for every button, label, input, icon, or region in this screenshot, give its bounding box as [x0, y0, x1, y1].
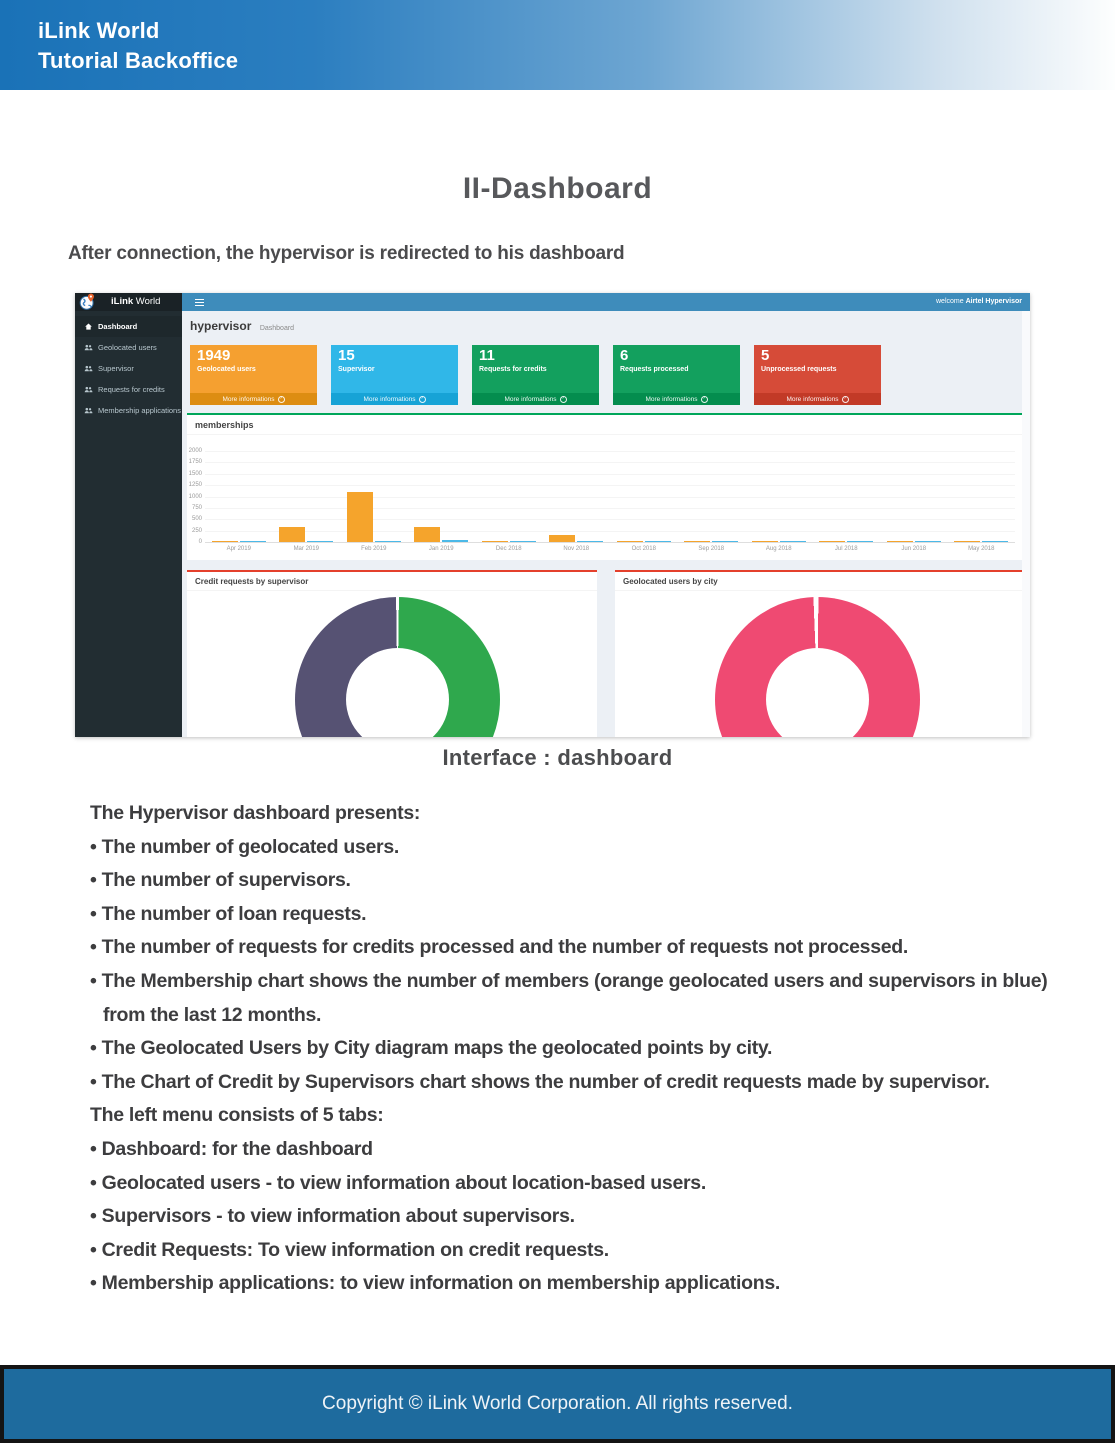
memberships-x-axis: [205, 546, 1015, 552]
stat-cards: [190, 345, 881, 405]
arrow-circle-right-icon: ›: [842, 396, 849, 403]
more-informations-label: More informations: [222, 395, 275, 403]
ilink-globe-pin-logo-icon: [79, 293, 96, 311]
content-heading-breadcrumb: Dashboard: [259, 325, 295, 332]
body-line: from the last 12 months.: [103, 1003, 322, 1026]
bar-geolocated-users[interactable]: [414, 527, 440, 542]
bar-geolocated-users[interactable]: [279, 527, 305, 542]
bar-group-jul-2018: [813, 451, 881, 542]
x-tick-label: Dec 2018: [495, 546, 522, 552]
dashboard-screenshot: [75, 293, 1030, 737]
bar-geolocated-users[interactable]: [954, 541, 980, 542]
sidebar-item-dashboard[interactable]: [75, 316, 182, 337]
x-tick-label: Mar 2019: [293, 546, 319, 552]
stat-card-value: 11: [479, 347, 495, 364]
y-tick-label: 250: [191, 527, 202, 534]
grid-line: [205, 542, 1015, 543]
body-line: The left menu consists of 5 tabs:: [90, 1104, 384, 1127]
arrow-circle-right-icon: ›: [701, 396, 708, 403]
more-informations-label: More informations: [504, 395, 557, 403]
donut-hole: [766, 648, 869, 737]
bar-geolocated-users[interactable]: [212, 541, 238, 542]
bar-supervisors[interactable]: [645, 541, 671, 542]
stat-card-label: Requests processed: [620, 366, 689, 373]
scrollbar-track[interactable]: [1022, 311, 1030, 737]
sidebar-item-label: Dashboard: [98, 322, 138, 331]
stat-card-label: Geolocated users: [197, 366, 256, 373]
bar-group-nov-2018: [543, 451, 611, 542]
body-line: • The number of geolocated users.: [90, 835, 399, 858]
bar-supervisors[interactable]: [375, 541, 401, 542]
bar-supervisors[interactable]: [442, 540, 468, 542]
x-tick-label: Apr 2019: [226, 546, 251, 552]
bar-geolocated-users[interactable]: [819, 541, 845, 542]
body-line: • Geolocated users - to view information about location-based users.: [90, 1171, 706, 1194]
users-icon: [84, 343, 93, 352]
y-tick-label: 1250: [188, 482, 202, 489]
bar-supervisors[interactable]: [982, 541, 1008, 542]
bar-geolocated-users[interactable]: [347, 492, 373, 542]
stat-card-value: 15: [338, 347, 355, 364]
geolocated-users-donut-chart[interactable]: [715, 597, 920, 737]
credit-requests-panel-title: Credit requests by supervisor: [187, 572, 597, 591]
bar-supervisors[interactable]: [307, 541, 333, 542]
app-navbar: [182, 293, 1030, 311]
arrow-circle-right-icon: ›: [560, 396, 567, 403]
more-informations-link[interactable]: [331, 393, 458, 405]
sidebar-item-label: Membership applications: [98, 406, 181, 415]
more-informations-link[interactable]: [190, 393, 317, 405]
bar-groups: [205, 451, 1015, 542]
bar-geolocated-users[interactable]: [684, 541, 710, 542]
bar-group-sep-2018: [678, 451, 746, 542]
bar-group-may-2018: [948, 451, 1016, 542]
doc-header: [0, 0, 1115, 90]
y-tick-label: 1750: [188, 459, 202, 466]
app-content: [182, 311, 1030, 737]
content-heading: [190, 317, 294, 335]
y-tick-label: 1500: [188, 470, 202, 477]
arrow-circle-right-icon: ›: [278, 396, 285, 403]
body-line: • The number of loan requests.: [90, 902, 367, 925]
x-tick-label: May 2018: [968, 546, 995, 552]
doc-title: II-Dashboard: [462, 172, 653, 205]
y-tick-label: 2000: [188, 448, 202, 454]
bar-supervisors[interactable]: [847, 541, 873, 542]
x-tick-label: Jan 2019: [428, 546, 454, 552]
bar-group-feb-2019: [340, 451, 408, 542]
x-tick-label: Sep 2018: [698, 546, 725, 552]
bar-group-oct-2018: [610, 451, 678, 542]
x-tick-label: Jun 2018: [901, 546, 927, 552]
sidebar-item-requests-for-credits[interactable]: [75, 379, 182, 400]
x-tick-label: Oct 2018: [631, 546, 656, 552]
home-icon: [84, 322, 93, 331]
users-icon: [84, 385, 93, 394]
brand-bold: iLink: [111, 296, 134, 307]
more-informations-label: More informations: [363, 395, 416, 403]
stat-card-label: Unprocessed requests: [761, 366, 837, 373]
x-tick-label: Jul 2018: [834, 546, 858, 552]
stat-card-label: Supervisor: [338, 366, 375, 373]
body-line: • The Membership chart shows the number of members (orange geolocated users and supervisors in blue): [90, 969, 1048, 992]
bar-group-jun-2018: [880, 451, 948, 542]
content-heading-title: hypervisor: [190, 319, 252, 333]
bar-supervisors[interactable]: [510, 541, 536, 542]
more-informations-link[interactable]: [472, 393, 599, 405]
y-tick-label: 500: [191, 516, 202, 523]
more-informations-link[interactable]: [754, 393, 881, 405]
sidebar-item-membership-applications[interactable]: [75, 400, 182, 421]
body-line: The Hypervisor dashboard presents:: [90, 802, 421, 824]
body-line: • Supervisors - to view information about supervisors.: [90, 1205, 575, 1228]
sidebar-item-label: Supervisor: [98, 364, 134, 373]
bar-geolocated-users[interactable]: [482, 541, 508, 542]
doc-header-line1: iLink World: [38, 18, 160, 43]
screenshot-caption: Interface : dashboard: [442, 745, 673, 770]
sidebar-item-label: Requests for credits: [98, 385, 165, 394]
bar-geolocated-users[interactable]: [887, 541, 913, 542]
memberships-bar-chart: [188, 448, 1015, 545]
bar-geolocated-users[interactable]: [617, 541, 643, 542]
body-line: • The Geolocated Users by City diagram maps the geolocated points by city.: [90, 1037, 773, 1060]
bar-supervisors[interactable]: [915, 541, 941, 542]
y-tick-label: 750: [191, 504, 202, 511]
doc-header-line2: Tutorial Backoffice: [38, 48, 239, 73]
doc-footer: Copyright © iLink World Corporation. All rights reserved.: [0, 1365, 1115, 1443]
credit-requests-panel: [187, 570, 597, 737]
stat-card-value: 5: [761, 347, 770, 364]
users-icon: [84, 406, 93, 415]
body-line: • Dashboard: for the dashboard: [90, 1137, 373, 1160]
doc-intro-text: After connection, the hypervisor is redirected to his dashboard: [68, 243, 625, 264]
memberships-panel: [187, 413, 1022, 560]
x-tick-label: Feb 2019: [361, 546, 387, 552]
stat-card-label: Requests for credits: [479, 366, 547, 373]
stat-card-requests-for-credits: [472, 345, 599, 405]
stat-card-supervisor: [331, 345, 458, 405]
app-sidebar: [75, 311, 182, 737]
sidebar-item-label: Geolocated users: [98, 343, 157, 352]
more-informations-label: More informations: [786, 395, 839, 403]
stat-card-geolocated-users: [190, 345, 317, 405]
stat-card-value: 6: [620, 347, 629, 364]
sidebar-item-geolocated-users[interactable]: [75, 337, 182, 358]
bar-group-aug-2018: [745, 451, 813, 542]
bar-supervisors[interactable]: [240, 541, 266, 542]
stat-card-requests-processed: [613, 345, 740, 405]
bar-supervisors[interactable]: [712, 541, 738, 542]
bar-geolocated-users[interactable]: [549, 535, 575, 542]
bar-group-mar-2019: [273, 451, 341, 542]
body-line: • Credit Requests: To view information on credit requests.: [90, 1238, 609, 1261]
body-line: • The number of supervisors.: [90, 869, 351, 892]
more-informations-link[interactable]: [613, 393, 740, 405]
x-tick-label: Nov 2018: [563, 546, 590, 552]
geolocated-users-panel: [615, 570, 1022, 737]
memberships-panel-title: memberships: [187, 415, 1022, 435]
brand-rest: World: [133, 296, 161, 307]
body-line: • Membership applications: to view information on membership applications.: [90, 1272, 780, 1295]
bar-supervisors[interactable]: [577, 541, 603, 542]
welcome-user-menu[interactable]: [936, 293, 1022, 311]
sidebar-toggle-icon[interactable]: [195, 299, 204, 300]
bar-group-apr-2019: [205, 451, 273, 542]
geolocated-users-panel-title: Geolocated users by city: [615, 572, 1022, 591]
credit-requests-donut-chart[interactable]: [295, 597, 500, 737]
body-line: • The Chart of Credit by Supervisors chart shows the number of credit requests made by supervisor.: [90, 1070, 990, 1093]
y-tick-label: 1000: [188, 493, 202, 500]
body-line: • The number of requests for credits processed and the number of requests not processed.: [90, 936, 909, 959]
app-brand[interactable]: [75, 293, 182, 311]
app-brand-text: [111, 293, 160, 311]
bar-group-jan-2019: [408, 451, 476, 542]
bar-geolocated-users[interactable]: [752, 541, 778, 542]
body-text: [90, 797, 1085, 1301]
more-informations-label: More informations: [645, 395, 698, 403]
welcome-prefix: welcome: [936, 298, 966, 305]
sidebar-item-supervisor[interactable]: [75, 358, 182, 379]
bar-supervisors[interactable]: [780, 541, 806, 542]
y-tick-label: 0: [198, 539, 202, 545]
arrow-circle-right-icon: ›: [419, 396, 426, 403]
welcome-user-name: Airtel Hypervisor: [965, 298, 1022, 305]
donut-hole: [346, 648, 449, 737]
stat-card-value: 1949: [197, 347, 231, 364]
x-tick-label: Aug 2018: [765, 546, 792, 552]
stat-card-unprocessed-requests: [754, 345, 881, 405]
bar-group-dec-2018: [475, 451, 543, 542]
users-icon: [84, 364, 93, 373]
